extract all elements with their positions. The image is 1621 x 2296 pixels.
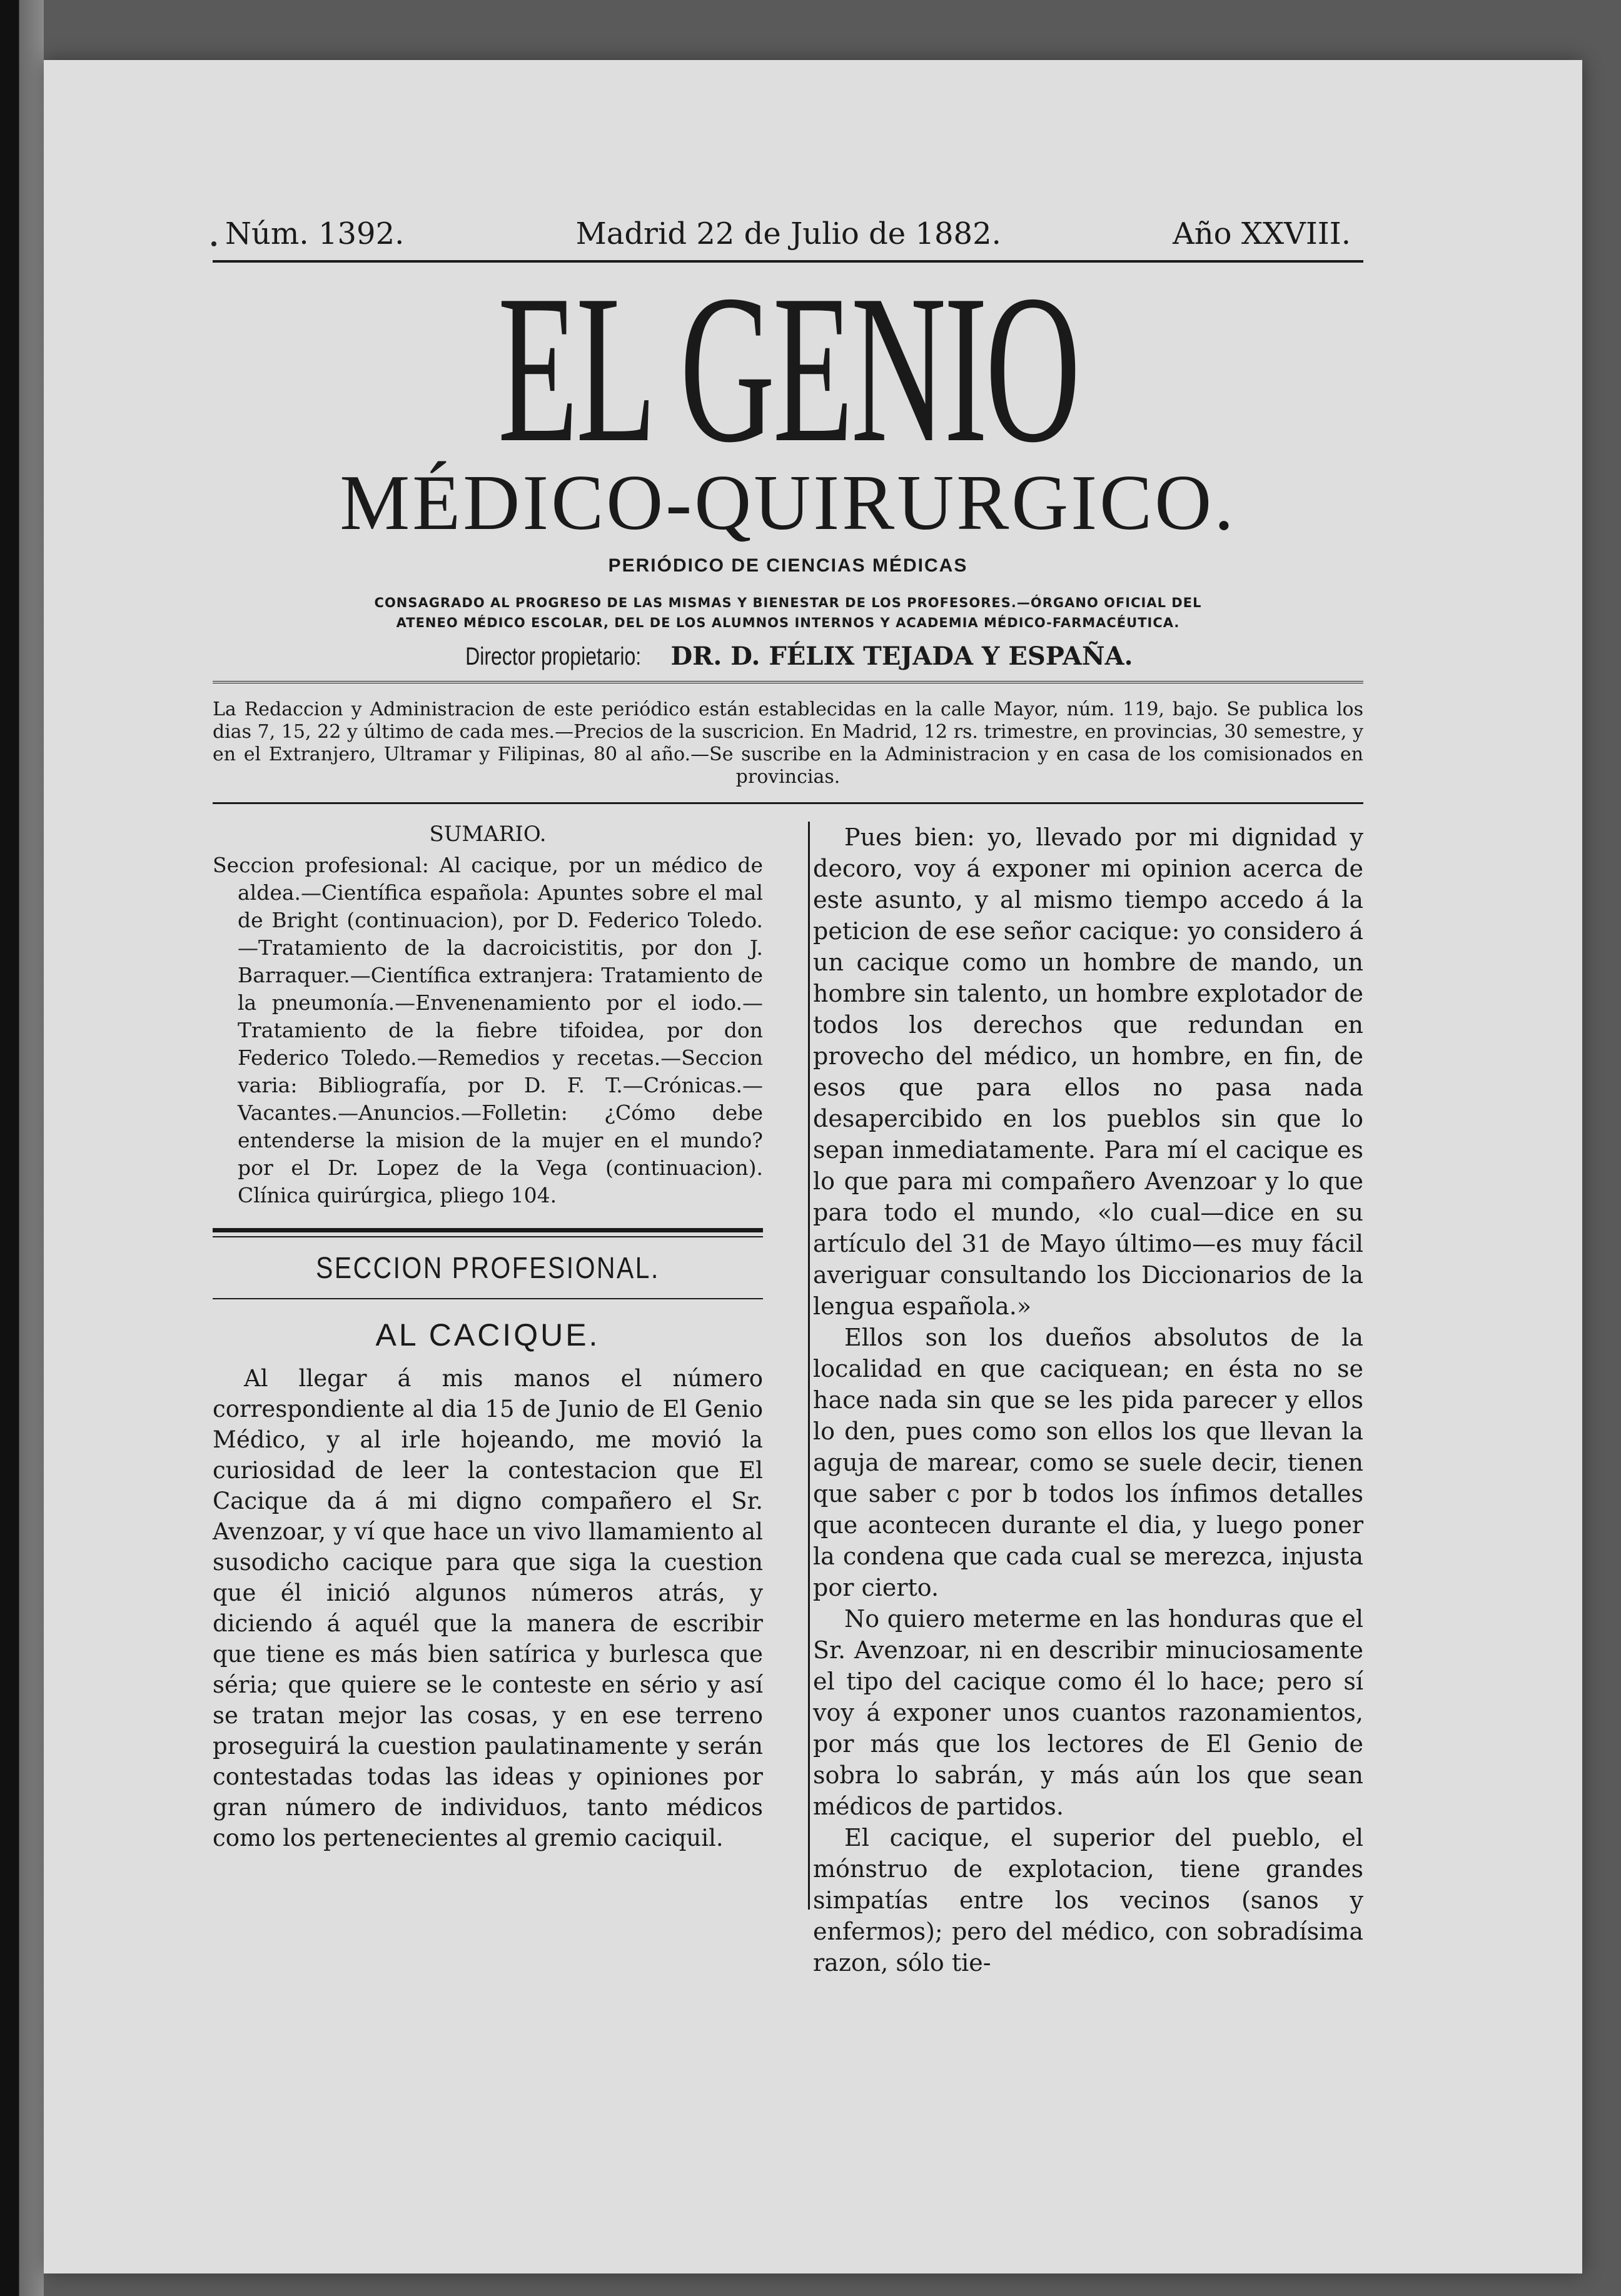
director-name: DR. D. FÉLIX TEJADA Y ESPAÑA.	[670, 642, 1133, 671]
page-content	[213, 216, 1363, 1978]
article-heading: AL CACIQUE.	[375, 1317, 600, 1352]
left-column	[213, 822, 763, 1978]
tagline: PERIÓDICO DE CIENCIAS MÉDICAS	[608, 555, 968, 576]
right-column	[813, 822, 1363, 1978]
book-spine	[0, 0, 44, 2296]
paragraph: El cacique, el superior del pueblo, el mónstruo de explotacion, tiene grandes simpatías entre los vecinos (sanos y enfermos); pero del médico, con sobradísima razon, sólo tie-	[813, 1824, 1363, 1976]
paragraph: Pues bien: yo, llevado por mi dignidad y decoro, voy á exponer mi opinion acerca de este asunto, y al mismo tiempo accedo á la peticion de ese señor cacique: yo considero á un cacique como un hombre de mando, un hombre sin talento, un hombre explotador de todos los derechos que redundan en provecho del médico, un hombre, en fin, de esos que para ellos no pasa nada desapercibido en los pueblos sin que lo sepan inmediatamente. Para mí el cacique es lo que para mi compañero Avenzoar y lo que para todo el mundo, «lo cual—dice en su artículo del 31 de Mayo último—es muy fácil averiguar consultando los Diccionarios de la lengua española.»	[813, 823, 1363, 1320]
summary-text: Seccion profesional: Al cacique, por un médico de aldea.—Científica española: Apuntes sobre el mal de Bright (continuacion), por D. Federico Toledo.—Tratamiento de la dacroicistitis, por don J. Barraquer.—Científica extranjera: Tratamiento de la pneumonía.—Envenenamiento por el iodo.—Tratamiento de la fiebre tifoidea, por don Federico Toledo.—Remedios y recetas.—Seccion varia: Bibliografía, por D. F. T.—Crónicas.—Vacantes.—Anuncios.—Folletin: ¿Cómo debe entenderse la mision de la mujer en el mundo? por el Dr. Lopez de la Vega (continuacion). Clínica quirúrgica, pliego 104.	[213, 853, 763, 1207]
summary-title: SUMARIO.	[429, 822, 547, 847]
article-body-left	[213, 1363, 763, 1853]
newspaper-page	[44, 60, 1582, 2273]
mission-line-2: ATENEO MÉDICO ESCOLAR, DEL DE LOS ALUMNOS INTERNOS Y ACADEMIA MÉDICO-FARMACÉUTICA.	[396, 615, 1180, 630]
paragraph: No quiero meterme en las honduras que el Sr. Avenzoar, ni en describir minuciosamente el tipo del cacique como él lo hace; pero sí voy á exponer unos cuantos razonamientos, por más que los lectores de El Genio de sobra lo sabrán, y más aún los que sean médicos de partidos.	[813, 1605, 1363, 1820]
issue-date: Madrid 22 de Julio de 1882.	[575, 216, 1001, 251]
director-line	[213, 642, 1363, 683]
director-label: Director propietario:	[465, 643, 641, 670]
section-heading: SECCION PROFESIONAL.	[316, 1252, 660, 1285]
article-columns	[213, 822, 1363, 1978]
administration-notice: La Redaccion y Administracion de este periódico están establecidas en la calle Mayor, núm. 119, bajo. Se publica los dias 7, 15, 22 y último de cada mes.—Precios de la suscricion. En Madrid, 12 rs. trimestre, en provincias, 30 semestre, y en el Extranjero, Ultramar y Filipinas, 80 al año.—Se suscribe en la Administracion y en casa de los comisionados en provincias.	[213, 683, 1363, 804]
newspaper-subtitle: MÉDICO-QUIRURGICO.	[340, 460, 1236, 546]
issue-year: Año XXVIII.	[1173, 216, 1351, 251]
column-divider	[808, 822, 810, 1910]
masthead	[213, 251, 1363, 683]
mission-statement	[213, 593, 1363, 633]
section-rule-top	[213, 1228, 763, 1232]
newspaper-title: EL GENIO	[497, 251, 1079, 486]
mission-line-1: CONSAGRADO AL PROGRESO DE LAS MISMAS Y BIENESTAR DE LOS PROFESORES.—ÓRGANO OFICIAL DEL	[374, 595, 1202, 610]
paragraph: Ellos son los dueños absolutos de la localidad en que caciquean; en ésta no se hace nada sin que se les pida parecer y ellos lo den, pues como son ellos los que llevan la aguja de marear, como se suele decir, tienen que saber c por b todos los ínfimos detalles que acontecen durante el dia, y luego poner la condena que cada cual se merezca, injusta por cierto.	[813, 1324, 1363, 1601]
paragraph: Al llegar á mis manos el número correspondiente al dia 15 de Junio de El Genio Médico, y al irle hojeando, me movió la curiosidad de leer la contestacion que El Cacique da á mi digno compañero el Sr. Avenzoar, y ví que hace un vivo llamamiento al susodicho cacique para que siga la cuestion que él inició algunos números atrás, y diciendo á aquél que la manera de escribir que tiene es más bien satírica y burlesca que séria; que quiere se le conteste en sério y así se tratan mejor las cosas, y en ese terreno proseguirá la cuestion paulatinamente y serán contestadas todas las ideas y opiniones por gran número de individuos, tanto médicos como los pertenecientes al gremio caciquil.	[213, 1365, 763, 1851]
issue-number: Núm. 1392.	[225, 216, 405, 251]
